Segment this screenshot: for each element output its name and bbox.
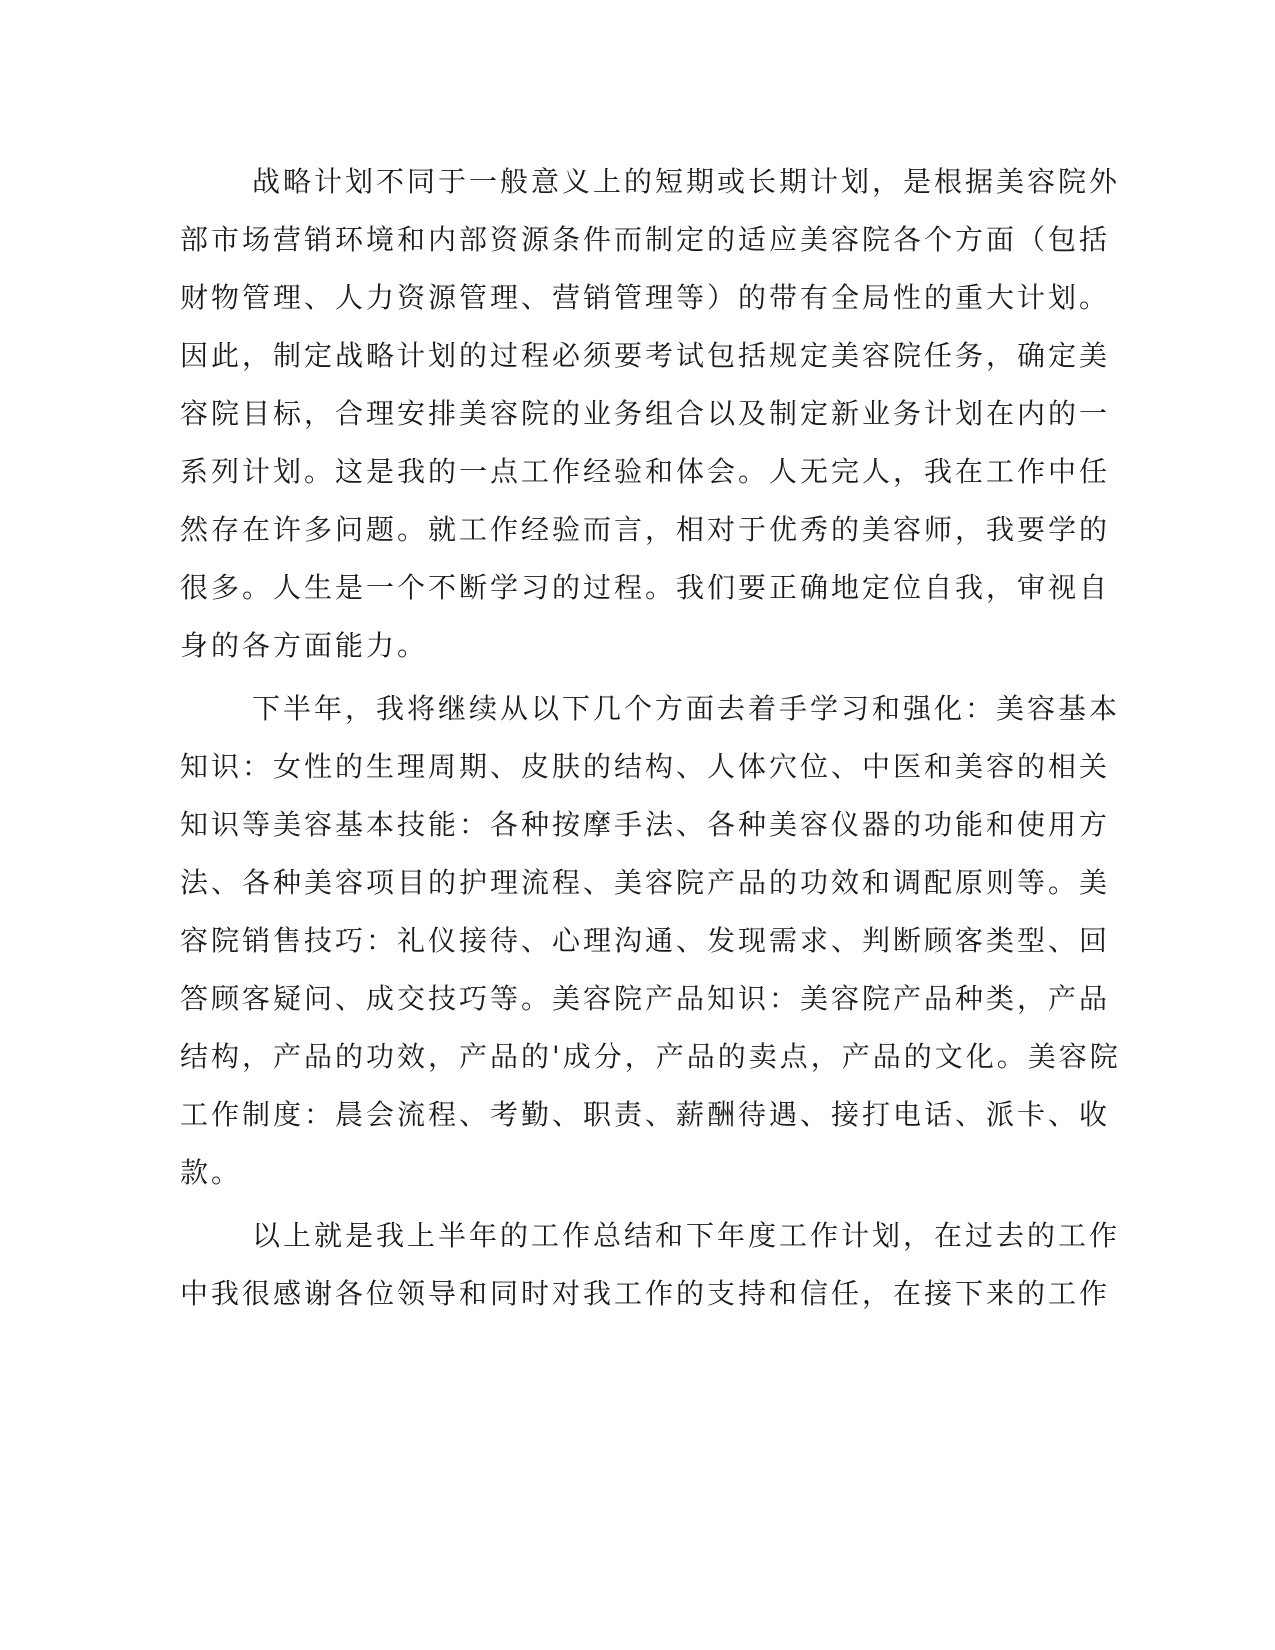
text-line: 知识：女性的生理周期、皮肤的结构、人体穴位、中医和美容的相关 [180, 750, 1111, 783]
text-line: 因此，制定战略计划的过程必须要考试包括规定美容院任务，确定美 [180, 339, 1111, 372]
text-line: 部市场营销环境和内部资源条件而制定的适应美容院各个方面（包括 [180, 223, 1111, 256]
text-line: 容院目标，合理安排美容院的业务组合以及制定新业务计划在内的一 [180, 397, 1111, 430]
text-line: 以上就是我上半年的工作总结和下年度工作计划，在过去的工作 [252, 1219, 1121, 1252]
text-line: 款。 [180, 1156, 243, 1189]
text-line: 下半年，我将继续从以下几个方面去着手学习和强化：美容基本 [252, 692, 1121, 725]
text-line: 容院销售技巧：礼仪接待、心理沟通、发现需求、判断顾客类型、回 [180, 924, 1111, 957]
text-line: 很多。人生是一个不断学习的过程。我们要正确地定位自我，审视自 [180, 571, 1111, 604]
text-line: 战略计划不同于一般意义上的短期或长期计划，是根据美容院外 [252, 165, 1121, 198]
text-line: 系列计划。这是我的一点工作经验和体会。人无完人，我在工作中任 [180, 455, 1111, 488]
text-line: 然存在许多问题。就工作经验而言，相对于优秀的美容师，我要学的 [180, 513, 1111, 546]
text-line: 知识等美容基本技能：各种按摩手法、各种美容仪器的功能和使用方 [180, 808, 1111, 841]
text-line: 结构，产品的功效，产品的'成分，产品的卖点，产品的文化。美容院 [180, 1040, 1121, 1073]
text-line: 法、各种美容项目的护理流程、美容院产品的功效和调配原则等。美 [180, 866, 1111, 899]
text-line: 工作制度：晨会流程、考勤、职责、薪酬待遇、接打电话、派卡、收 [180, 1098, 1111, 1131]
text-line: 财物管理、人力资源管理、营销管理等）的带有全局性的重大计划。 [180, 281, 1111, 314]
text-line: 身的各方面能力。 [180, 629, 429, 662]
text-line: 答顾客疑问、成交技巧等。美容院产品知识：美容院产品种类，产品 [180, 982, 1111, 1015]
text-line: 中我很感谢各位领导和同时对我工作的支持和信任，在接下来的工作 [180, 1277, 1111, 1310]
